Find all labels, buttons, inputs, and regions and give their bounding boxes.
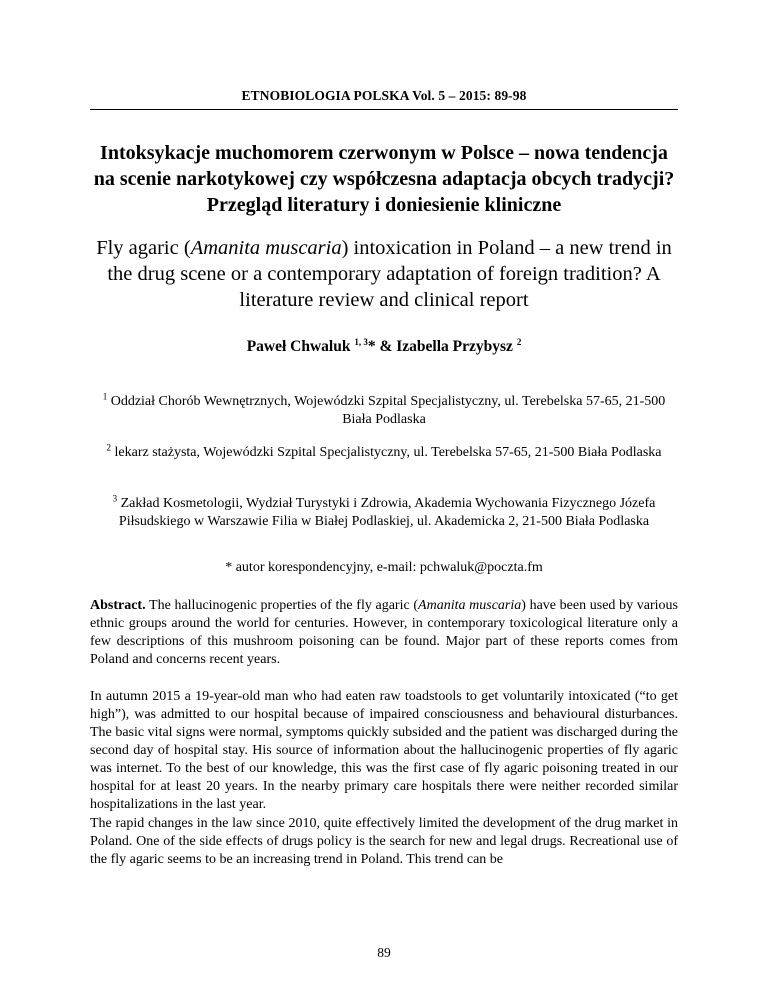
abstract-paragraph-1 <box>90 597 678 669</box>
running-header: ETNOBIOLOGIA POLSKA Vol. 5 – 2015: 89-98 <box>241 88 527 103</box>
corresponding-mark: * <box>367 338 376 355</box>
affiliation-1 <box>90 393 678 429</box>
author-2-name: Izabella Przybysz <box>396 338 513 355</box>
abstract-paragraph-3: The rapid changes in the law since 2010, quite effectively limited the development of the drug market in Poland. One of the side effects of drugs policy is the search for new and legal drugs. Recreational use of the fly agaric seems to be an increasing trend in Poland. This trend can be <box>90 816 678 867</box>
title-english-pre: Fly agaric ( <box>96 237 191 259</box>
title-english-species: Amanita muscaria <box>190 237 342 259</box>
abstract-label: Abstract. <box>90 598 146 613</box>
affiliation-1-number: 1 <box>102 391 108 402</box>
affiliation-3-number: 3 <box>112 493 118 504</box>
affiliation-3 <box>90 495 678 531</box>
abstract-p1-end: ) have been used by various ethnic groups around the world for centuries. However, in contemporary toxicological literature only a few descriptions of this mushroom poisoning can be found. Major part of these reports comes from Poland and concerns recent years. <box>90 598 678 667</box>
page-number: 89 <box>377 945 391 960</box>
author-1-affiliation-mark: 1, 3 <box>354 336 368 347</box>
affiliation-2-text: lekarz stażysta, Wojewódzki Szpital Specjalistyczny, ul. Terebelska 57-65, 21-500 Biała Podlaska <box>114 445 662 460</box>
author-joiner: & <box>375 338 397 355</box>
affiliation-2 <box>90 444 678 462</box>
abstract-p1-start: The hallucinogenic properties of the fly agaric ( <box>145 598 419 613</box>
authors <box>90 338 678 356</box>
affiliation-1-text: Oddział Chorób Wewnętrznych, Wojewódzki Szpital Specjalistyczny, ul. Terebelska 57-65, 21-500 Biała Podlaska <box>110 394 666 427</box>
title-english-post: ) intoxication in Poland – a new trend in the drug scene or a contemporary adaptation of foreign tradition? A literature review and clinical report <box>107 237 672 311</box>
abstract-paragraph-2: In autumn 2015 a 19-year-old man who had eaten raw toadstools to get voluntarily intoxicated (“to get high”), was admitted to our hospital because of impaired consciousness and behavioural disturbances. The basic vital signs were normal, symptoms quickly subsided and the patient was discharged during the second day of hospital stay. His source of information about the hallucinogenic properties of fly agaric was internet. To the best of our knowledge, this was the first case of fly agaric poisoning treated in our hospital for at least 20 years. In the nearby primary care hospitals there were neither recorded similar hospitalizations in the last year. <box>90 689 678 812</box>
affiliation-2-number: 2 <box>106 442 111 453</box>
title-english <box>92 235 676 313</box>
affiliation-3-text: Zakład Kosmetologii, Wydział Turystyki i Zdrowia, Akademia Wychowania Fizycznego Józefa Piłsudskiego w Warszawie Filia w Białej Podlaskiej, ul. Akademicka 2, 21-500 Biała Podlaska <box>118 496 656 529</box>
author-1-name: Paweł Chwaluk <box>246 338 351 355</box>
author-2-affiliation-mark: 2 <box>516 336 522 347</box>
title-polish: Intoksykacje muchomorem czerwonym w Polsce – nowa tendencja na scenie narkotykowej czy współczesna adaptacja obcych tradycji? Przegląd literatury i doniesienie kliniczne <box>93 142 675 216</box>
header-rule <box>90 109 678 110</box>
abstract-p1-species: Amanita muscaria <box>418 598 522 613</box>
correspondence-line: * autor korespondencyjny, e-mail: pchwaluk@poczta.fm <box>225 560 543 575</box>
